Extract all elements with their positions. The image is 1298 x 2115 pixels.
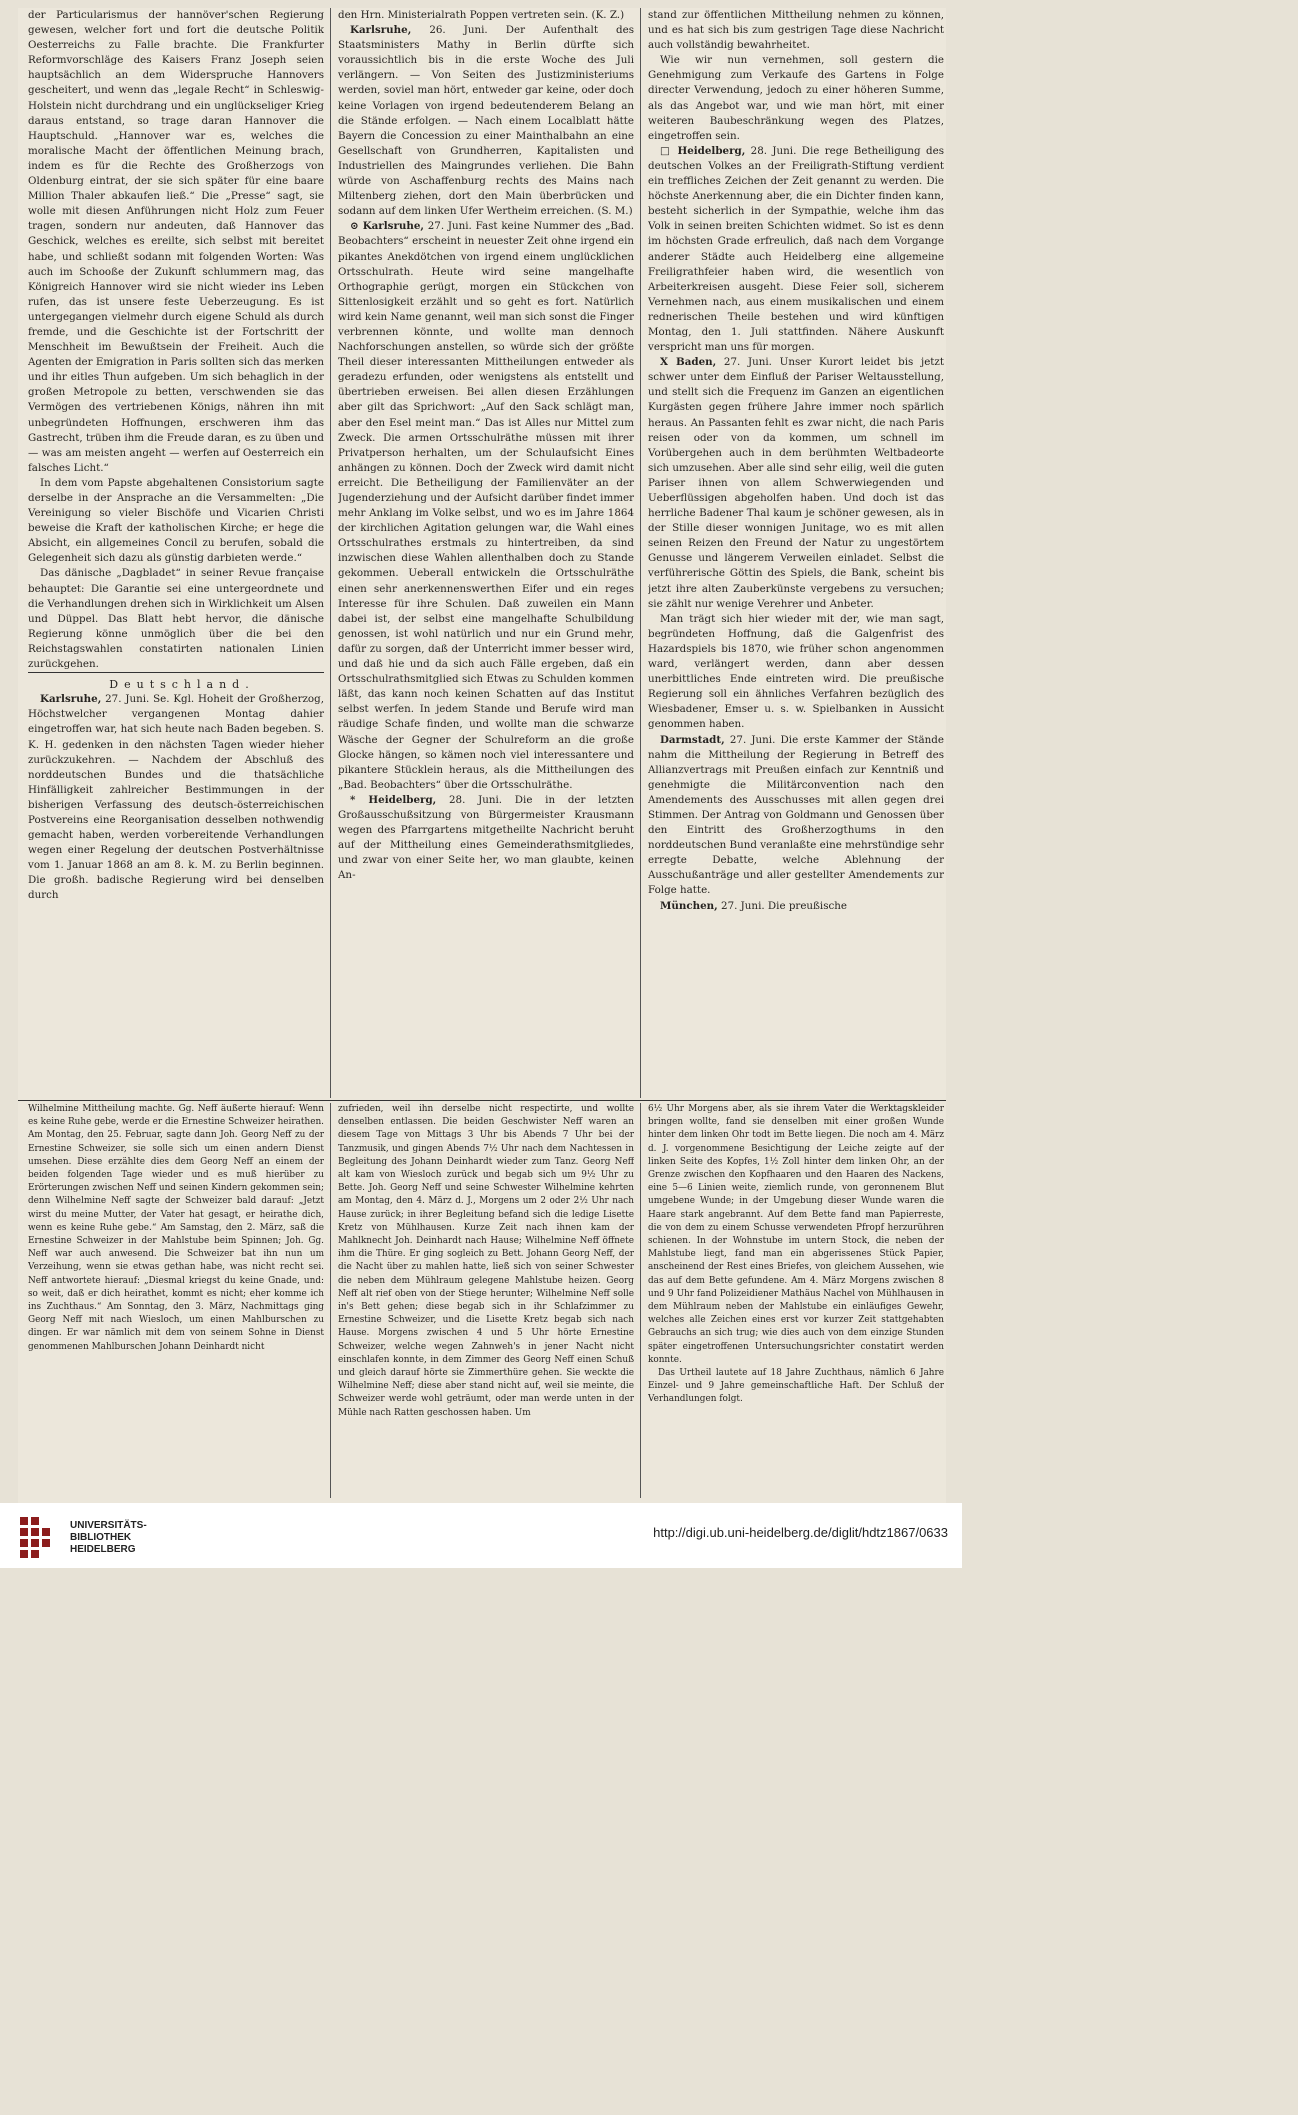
university-library-logo-icon <box>18 1515 62 1559</box>
feuilleton-column-3 <box>648 1103 944 1498</box>
news-text: 27. Juni. Se. Kgl. Hoheit der Großherzog, Höchstwelcher vergangenen Montag dahier eingetroffen war, hat sich heute nach Baden begeben. S. K. H. gedenken in den nächsten Tagen wieder hieher zurückzukehren. — Nachdem der Abschluß des norddeutschen Bundes und die thatsächliche Hinfälligkeit zahlreicher Bestimmungen in der bisherigen Verfassung des deutsch-österreichischen Postvereins eine Reorganisation desselben nothwendig gemacht haben, werden vorbereitende Verhandlungen wegen einer Regelung der deutschen Postverhältnisse vom 1. Januar 1868 an am 8. k. M. zu Berlin beginnen. Die großh. badische Regierung wird bei denselben durch <box>28 693 324 902</box>
article-text: den Hrn. Ministerialrath Poppen vertreten sein. (K. Z.) <box>338 9 625 21</box>
dateline: X Baden, <box>660 356 717 369</box>
news-item <box>338 793 634 884</box>
column-divider <box>640 8 641 1098</box>
feuilleton-text: Wilhelmine Mittheilung machte. Gg. Neff äußerte hierauf: Wenn es keine Ruhe gebe, werde er die Ernestine Schweizer heirathen. Am Montag, den 25. Februar, sagte dann Joh. Georg Neff zu der Ernestine Schweizer, sie solle sich um einen andern Dienst umsehen. Diese erzählte dies dem Georg Neff an einem der beiden folgenden Tage wieder und es muß hierüber zu Erörterungen zwischen Neff und seinen Kindern gekommen sein; denn Wilhelmine Neff sagte der Schweizer bald darauf: „Jetzt wirst du meine Mutter, der Vater hat gesagt, er heirathe dich, wenn es keine Ruhe gebe.“ Am Samstag, den 2. März, saß die Ernestine Schweizer in der Mahlstube beim Spinnen; Joh. Gg. Neff war auch anwesend. Die Schweizer bat ihn nun um Verzeihung, wenn sie etwas gethan habe, was nicht recht sei. Neff antwortete hierauf: „Diesmal kriegst du keine Gnade, und: so weit, daß er dich heirathet, kommt es nicht; eher komme ich ins Zuchthaus.“ Am Sonntag, den 3. März, Nachmittags ging Georg Neff mit nach Wiesloch, um einen Mahlburschen zu dingen. Er war nämlich mit dem von seinem Sohne in Dienst genommenen Mahlburschen Johann Deinhardt nicht <box>28 1104 324 1352</box>
news-item <box>338 23 634 219</box>
feuilleton-text: 6½ Uhr Morgens aber, als sie ihrem Vater die Werktagskleider bringen wollte, fand sie denselben mit einer großen Wunde hinter dem linken Ohr todt im Bette liegen. Die noch am 4. März d. J. vorgenommene Besichtigung der Leiche zeigte auf der linken Seite des Kopfes, 1½ Zoll hinter dem linken Ohr, an der Grenze zwischen den Kopfhaaren und den Haaren des Nackens, eine 5—6 Linien weite, ziemlich runde, von geronnenem Blut umgebene Wunde; in der Umgebung dieser Wunde waren die Haare stark angebrannt. Auf dem Bette fand man Papierreste, die von dem zu einem Schusse verwendeten Pfropf herzurühren schienen. In der Wohnstube im untern Stock, die neben der Mahlstube liegt, fand man ein abgerissenes Stück Papier, anscheinend der Rest eines Briefes, von gleichem Aussehen, wie das auf dem Bette gefundene. Am 4. März Morgens zwischen 8 und 9 Uhr fand Polizeidiener Mathäus Nachel von Mühlhausen in dem Mühlraum neben der Mahlstube ein einläufiges Gewehr, welches alle Zeichen eines erst vor kurzer Zeit stattgehabten Gebrauchs an sich trug; wie dies auch von dem einzige Stunden später eingetroffenen Untersuchungsrichter constatirt werden konnte. <box>648 1104 944 1365</box>
newspaper-page <box>18 8 946 1503</box>
feuilleton-divider <box>18 1100 946 1101</box>
dateline: Karlsruhe, <box>350 24 412 37</box>
library-name: UNIVERSITÄTS- BIBLIOTHEK HEIDELBERG <box>70 1520 147 1555</box>
news-item <box>648 733 944 899</box>
news-text: 26. Juni. Der Aufenthalt des Staatsministers Mathy in Berlin dürfte sich voraussichtlich bis in die erste Woche des Juli verlängern. — Von Seiten des Justizministeriums werden, soviel man hört, entweder gar keine, oder doch keine Vorlagen von irgend bedeutenderem Belang an die Stände erfolgen. — Nach einem Localblatt hätte Bayern die Concession zu einer Mainthalbahn an eine Gesellschaft von Grundherren, Kapitalisten und Industriellen des Maingrundes verliehen. Die Bahn würde von Aschaffenburg rechts des Mains nach Miltenberg ziehen, dort den Main überbrücken und sodann auf dem linken Ufer Wertheim erreichen. (S. M.) <box>338 24 634 218</box>
news-item <box>28 692 324 903</box>
article-text: Man trägt sich hier wieder mit der, wie man sagt, begründeten Hoffnung, daß die Galgenfrist des Hazardspiels bis 1870, wie früher schon angenommen ward, verlängert werden, dann aber dessen unerbittliches Ende eintreten wird. Die preußische Regierung soll ein ähnliches Verfahren bezüglich des Wiesbadener, Emser u. s. w. Spielbanken in Aussicht genommen haben. <box>648 612 944 731</box>
dateline: Karlsruhe, <box>40 693 102 706</box>
column-divider <box>330 8 331 1098</box>
dateline: Darmstadt, <box>660 733 725 746</box>
news-text: 28. Juni. Die in der letzten Großausschußsitzung von Bürgermeister Krausmann wegen des Pfarrgartens mitgetheilte Nachricht beruht auf der Mittheilung eines Gemeinderathsmitgliedes, und zwar von einer Seite her, wo man glaubte, keinen An- <box>338 793 634 882</box>
dateline: □ Heidelberg, <box>660 144 746 157</box>
feuilleton-text: Das Urtheil lautete auf 18 Jahre Zuchthaus, nämlich 6 Jahre Einzel- und 9 Jahre gemeinschaftliche Haft. Der Schluß der Verhandlungen folgt. <box>648 1368 944 1405</box>
feuilleton-text: zufrieden, weil ihn derselbe nicht respectirte, und wollte denselben entlassen. Die beiden Geschwister Neff waren an diesem Tage von Mittags 3 Uhr bis Abends 7 Uhr bei der Tanzmusik, und gingen Abends 7½ Uhr nach dem Nachtessen in Begleitung des Johann Deinhardt wieder zum Tanz. Georg Neff alt kam von Wiesloch zurück und begab sich um 9½ Uhr zu Bette. Joh. Georg Neff und seine Schwester Wilhelmine kehrten am Montag, den 4. März d. J., Morgens um 2 oder 2½ Uhr nach Hause zurück; in ihrer Begleitung befand sich die ledige Lisette Kretz von Mühlhausen. Kurze Zeit nach ihnen kam der Mahlknecht Joh. Deinhardt nach Hause; Wilhelmine Neff öffnete ihm die Thüre. Er ging sogleich zu Bett. Johann Georg Neff, der die Nacht über zu mahlen hatte, ließ sich von seiner Schwester die neben dem Mühlraum gelegene Mahlstube heizen. Georg Neff alt rief oben von der Stiege herunter; Wilhelmine Neff solle in's Bett gehen; diese begab sich in ihr Schlafzimmer zu Ernestine Schweizer, und die Lisette Kretz begab sich nach Hause. Morgens zwischen 4 und 5 Uhr hörte Ernestine Schweizer, welche wegen Zahnweh's in jener Nacht nicht einschlafen konnte, in dem Zimmer des Georg Neff einen Schuß und gleich darauf hörte sie Zimmerthüre gehen. Sie weckte die Wilhelmine Neff; diese aber stand nicht auf, weil sie meinte, die Schweizer werde wohl geträumt, oder man werde unten in der Mühle nach Ratten geschossen haben. Um <box>338 1104 634 1418</box>
news-item <box>648 899 944 914</box>
news-text: 28. Juni. Die rege Betheiligung des deutschen Volkes an der Freiligrath-Stiftung verdient ein treffliches Zeichen der Zeit genannt zu werden. Die höchste Anerkennung aber, die ein Dichter finden kann, besteht sicherlich in der Sympathie, welche ihm das Volk in seinen breiten Schichten widmet. So ist es denn im höchsten Grade erfreulich, daß nach dem Vorgange anderer Städte auch Heidelberg eine allgemeine Freiligrathfeier haben wird, die wesentlich von Arbeiterkreisen ausgeht. Diese Feier soll, sicherem Vernehmen nach, aus einem musikalischen und einem rednerischen Theile bestehen und wird künftigen Montag, den 1. Juli stattfinden. Nähere Auskunft verspricht man uns für morgen. <box>648 144 944 354</box>
column-divider <box>640 1103 641 1498</box>
article-text: Wie wir nun vernehmen, soll gestern die Genehmigung zum Verkaufe des Gartens in Folge directer Verwendung, jedoch zu einer höheren Summe, als das Angebot war, und wie man hört, mit einer weiteren Baubeschränkung wegen des Platzes, eingetroffen sein. <box>648 54 944 142</box>
article-text: Das dänische „Dagbladet“ in seiner Revue française behauptet: Die Garantie sei eine untergeordnete und die Verhandlungen drehen sich in Wirklichkeit um Alsen und Düppel. Das Blatt hebt hervor, die dänische Regierung könne unmöglich über die bei den Reichstagswahlen constatirten nationalen Linien zurückgehen. <box>28 567 324 671</box>
permalink-url[interactable]: http://digi.ub.uni-heidelberg.de/diglit/hdtz1867/0633 <box>653 1525 948 1540</box>
article-text: stand zur öffentlichen Mittheilung nehmen zu können, und es hat sich bis zum gestrigen Tage diese Nachricht auch vollständig bewahrheitet. <box>648 9 944 52</box>
news-item <box>648 355 944 612</box>
news-text: 27. Juni. Die erste Kammer der Stände nahm die Mittheilung der Regierung in Betreff des Allianzvertrags mit Preußen einfach zur Kenntniß und genehmigte die Militärconvention nach den Amendements des Ausschusses mit allen gegen drei Stimmen. Der Antrag von Goldmann und Genossen über den Eintritt des Großherzogthums in den norddeutschen Bund veranlaßte eine mehrstündige sehr erregte Debatte, welche Ablehnung der Ausschußanträge und aller gestellter Amendements zur Folge hatte. <box>648 733 944 897</box>
dateline: * Heidelberg, <box>350 793 437 806</box>
news-item <box>338 219 634 793</box>
column-2 <box>338 8 634 1098</box>
column-1 <box>28 8 324 1098</box>
feuilleton-column-1 <box>28 1103 324 1498</box>
column-divider <box>330 1103 331 1498</box>
article-text: der Particularismus der hannöver'schen Regierung gewesen, welcher fort und fort die deutsche Politik Oesterreichs zu Falle brachte. Die Frankfurter Reformvorschläge des Kaisers Franz Joseph seien hauptsächlich an dem Widerspruche Hannovers gescheitert, und wenn das „legale Recht“ in Schleswig-Holstein nicht durchdrang und ein unglückseliger Krieg daraus entstand, so trage daran Hannover die Hauptschuld. „Hannover war es, welches die moralische Macht der öffentlichen Meinung brach, indem es für die Rechte des Großherzogs von Oldenburg eintrat, der sie sich später für eine baare Million Thaler abkaufen ließ.“ Die „Presse“ sagt, sie wolle mit diesen Anführungen nicht Holz zum Feuer tragen, sondern nur andeuten, daß Hannover das Geschick, welches es ereilte, sich selbst mit bereitet habe, und schließt sodann mit folgenden Worten: Was auch im Schooße der Zukunft schlummern mag, das Königreich Hannover wird sie nicht wieder ins Leben rufen, das ist unsere feste Ueberzeugung. Es ist untergegangen vielmehr durch eigene Schuld als durch fremde, und die Geschichte ist der Fortschritt der Menschheit im Bewußtsein der Freiheit. Auch die Agenten der Emigration in Paris sollten sich das merken und ihr eitles Thun aufgeben. Um sich behaglich in der großen Metropole zu betten, verschwenden sie das Vermögen des vertriebenen Königs, nähren ihn mit unbegründeten Hoffnungen, erschweren ihm das Gastrecht, trüben ihm die Freude daran, es zu üben und — was am meisten angeht — werfen auf Oesterreich ein falsches Licht.“ <box>28 9 324 474</box>
news-item <box>648 144 944 355</box>
viewer-footer <box>0 1503 962 1568</box>
article-text: In dem vom Papste abgehaltenen Consistorium sagte derselbe in der Ansprache an die Versammelten: „Die Vereinigung so vieler Bischöfe und Vicarien Christi beweise die Kraft der katholischen Kirche; er hege die Absicht, ein allgemeines Concil zu berufen, sobald die Gelegenheit sich dazu als günstig darbieten werde.“ <box>28 476 324 565</box>
column-3 <box>648 8 944 1098</box>
feuilleton-column-2 <box>338 1103 634 1498</box>
dateline: ⊙ Karlsruhe, <box>350 220 424 233</box>
news-text: 27. Juni. Unser Kurort leidet bis jetzt schwer unter dem Einfluß der Pariser Weltausstellung, und stellt sich die Frequenz im Ganzen an eigentlichen Kurgästen gegen frühere Jahre immer noch spärlich heraus. An Passanten fehlt es zwar nicht, die nach Paris reisen oder von da kommen, um schnell im Vorübergehen auch in dem berühmten Weltbadeorte sich umzusehen. Aber alle sind sehr eilig, weil die guten Pariser ihnen von allem Schwerwiegenden und Ueberflüssigen abgeholfen haben. Und doch ist das herrliche Badener Thal kaum je schöner gewesen, als in der Stille dieser wonnigen Junitage, wo es mit allen seinen Reizen den Freund der Natur zu ungestörtem Genusse und längerem Verweilen einladet. Selbst die verführerische Göttin des Spiels, die Bank, scheint bis jetzt ihre alten Zauberkünste vergebens zu versuchen; sie zählt nur wenige Verehrer und Anbeter. <box>648 356 944 610</box>
section-heading: Deutschland. <box>28 672 324 692</box>
news-text: 27. Juni. Fast keine Nummer des „Bad. Beobachters“ erscheint in neuester Zeit ohne irgend ein pikantes Anekdötchen von irgend einem unglücklichen Ortsschulrath. Heute wird seine mangelhafte Orthographie gerügt, morgen ein Stückchen von Sittenlosigkeit erzählt und so geht es fort. Natürlich wird kein Name genannt, weil man sich sonst die Finger verbrennen könnte, und wollte man dennoch Nachforschungen anstellen, so würde sich der größte Theil dieser interessanten Mittheilungen entweder als geradezu erfunden, oder wenigstens als entstellt und übertrieben erweisen. Bei allen diesen Erzählungen aber gilt das Sprichwort: „Auf den Sack schlägt man, aber den Esel meint man.“ Das ist Alles nur Mittel zum Zweck. Die armen Ortsschulräthe müssen mit ihrer Privatperson herhalten, um der Schulaufsicht Eines anhängen zu können. Doch der Zweck wird damit nicht erreicht. Die Betheiligung der Familienväter an der Jugenderziehung und der Aufsicht darüber findet immer mehr Anklang im Volke selbst, und wo es im Jahre 1864 der kirchlichen Agitation gelungen war, die Wahl eines Ortsschulrathes erstmals zu hintertreiben, da sind inzwischen diese Wahlen allenthalben doch zu Stande gekommen. Ueberall entwickeln die Ortsschulräthe einen sehr anerkennenswerthen Eifer und ein reges Interesse für ihre Schulen. Daß zuweilen ein Mann dabei ist, der selbst eine mangelhafte Schulbildung genossen, ist wohl natürlich und nur ein Grund mehr, dafür zu sorgen, daß der Unterricht immer besser wird, und daß hie und da sich auch Fälle ergeben, daß ein Ortsschulrathsmitglied sich Etwas zu Schulden kommen läßt, das kann noch keinen Schatten auf das Institut selbst werfen. In jedem Stande und Berufe wird man räudige Schafe finden, und wollte man die schwarze Wäsche der Gegner der Schulreform an die große Glocke hängen, so kämen noch viel interessantere und pikantere Stücklein heraus, als die Mittheilungen des „Bad. Beobachters“ über die Ortsschulräthe. <box>338 220 634 791</box>
dateline: München, <box>660 899 718 912</box>
news-text: 27. Juni. Die preußische <box>717 899 848 912</box>
